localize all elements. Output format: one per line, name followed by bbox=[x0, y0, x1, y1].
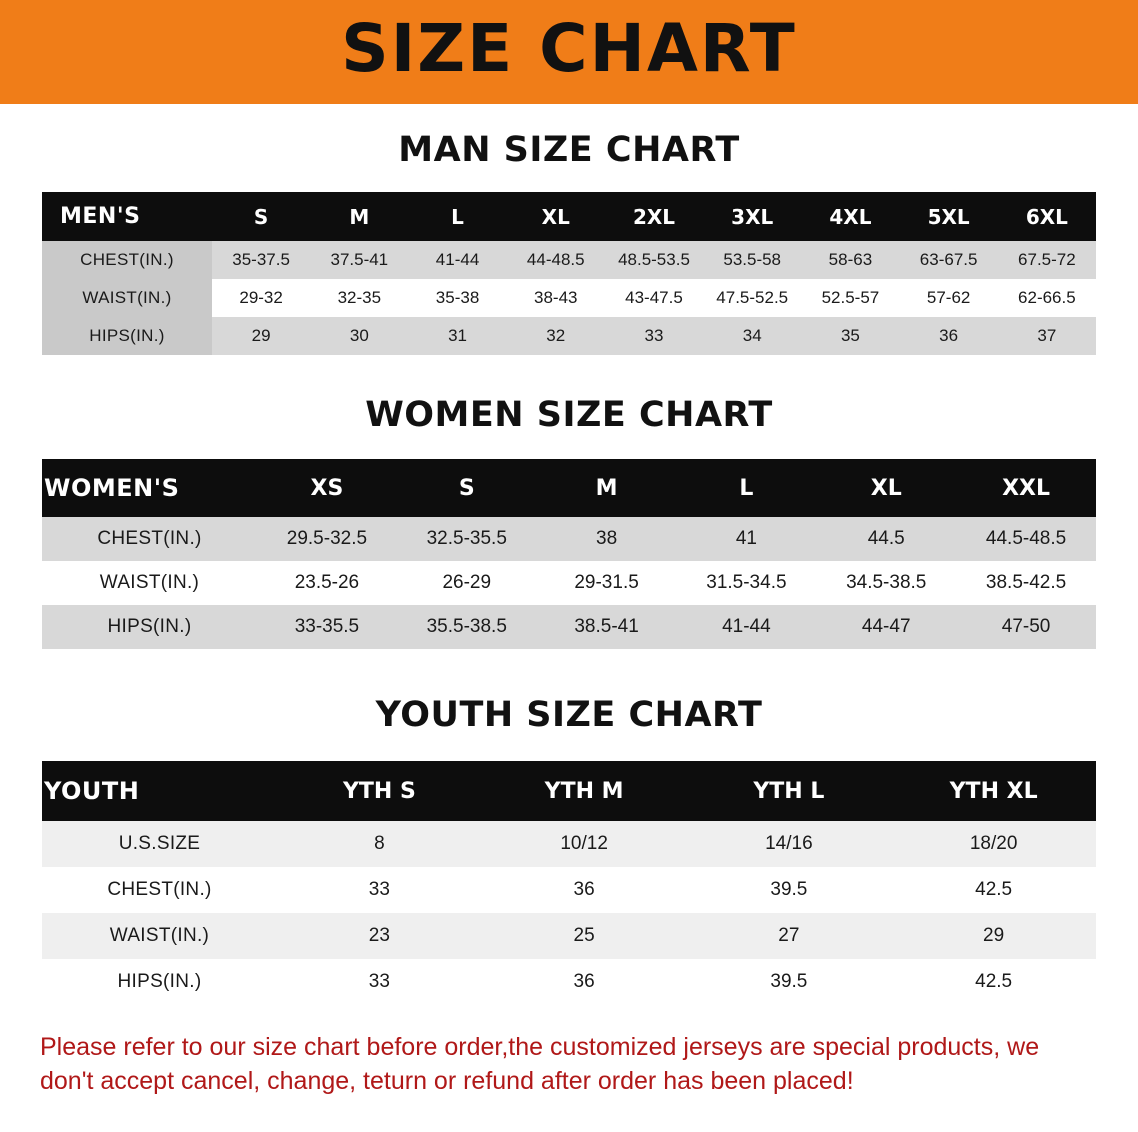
table-cell: 33 bbox=[277, 867, 482, 913]
table-cell: 30 bbox=[310, 317, 408, 355]
table-cell: 39.5 bbox=[687, 959, 892, 1005]
table-row bbox=[42, 317, 1096, 355]
table-cell: 18/20 bbox=[891, 821, 1096, 867]
table-cell: 44-48.5 bbox=[507, 241, 605, 279]
table-cell: 42.5 bbox=[891, 867, 1096, 913]
youth-size-table-wrapper bbox=[42, 761, 1096, 1005]
youth-table-head bbox=[42, 761, 1096, 821]
man-size-table-wrapper bbox=[42, 192, 1096, 355]
column-header: XL bbox=[816, 459, 956, 517]
page-title: SIZE CHART bbox=[341, 10, 797, 87]
column-header: S bbox=[212, 192, 310, 241]
table-cell: 33-35.5 bbox=[257, 605, 397, 649]
table-corner-label: WOMEN'S bbox=[42, 459, 257, 517]
column-header: XXL bbox=[956, 459, 1096, 517]
column-header: L bbox=[408, 192, 506, 241]
table-cell: 35.5-38.5 bbox=[397, 605, 537, 649]
table-cell: 14/16 bbox=[687, 821, 892, 867]
table-row bbox=[42, 867, 1096, 913]
table-cell: 8 bbox=[277, 821, 482, 867]
column-header: XS bbox=[257, 459, 397, 517]
table-cell: 36 bbox=[482, 959, 687, 1005]
women-size-table-wrapper bbox=[42, 459, 1096, 649]
women-section-title: WOMEN SIZE CHART bbox=[365, 395, 773, 435]
table-row bbox=[42, 279, 1096, 317]
row-header: WAIST(IN.) bbox=[42, 913, 277, 959]
table-cell: 38.5-42.5 bbox=[956, 561, 1096, 605]
youth-section-title: YOUTH SIZE CHART bbox=[375, 695, 763, 735]
table-row bbox=[42, 561, 1096, 605]
table-cell: 36 bbox=[900, 317, 998, 355]
table-cell: 41-44 bbox=[408, 241, 506, 279]
table-cell: 33 bbox=[277, 959, 482, 1005]
table-cell: 31.5-34.5 bbox=[676, 561, 816, 605]
table-row bbox=[42, 913, 1096, 959]
table-cell: 63-67.5 bbox=[900, 241, 998, 279]
header-banner bbox=[0, 0, 1138, 104]
table-cell: 10/12 bbox=[482, 821, 687, 867]
table-cell: 57-62 bbox=[900, 279, 998, 317]
table-cell: 29 bbox=[891, 913, 1096, 959]
table-cell: 27 bbox=[687, 913, 892, 959]
table-cell: 29-32 bbox=[212, 279, 310, 317]
table-cell: 36 bbox=[482, 867, 687, 913]
column-header: 6XL bbox=[998, 192, 1096, 241]
women-table-body bbox=[42, 517, 1096, 649]
table-cell: 38.5-41 bbox=[537, 605, 677, 649]
man-table-body bbox=[42, 241, 1096, 355]
man-section-title: MAN SIZE CHART bbox=[398, 130, 740, 170]
table-corner-label: YOUTH bbox=[42, 761, 277, 821]
man-table-head bbox=[42, 192, 1096, 241]
youth-size-table bbox=[42, 761, 1096, 1005]
women-size-table bbox=[42, 459, 1096, 649]
table-cell: 41 bbox=[676, 517, 816, 561]
column-header: 3XL bbox=[703, 192, 801, 241]
table-row bbox=[42, 605, 1096, 649]
table-cell: 23 bbox=[277, 913, 482, 959]
table-row bbox=[42, 517, 1096, 561]
table-cell: 35-37.5 bbox=[212, 241, 310, 279]
column-header: YTH M bbox=[482, 761, 687, 821]
table-cell: 38-43 bbox=[507, 279, 605, 317]
row-header: HIPS(IN.) bbox=[42, 959, 277, 1005]
table-cell: 42.5 bbox=[891, 959, 1096, 1005]
table-cell: 53.5-58 bbox=[703, 241, 801, 279]
table-cell: 34 bbox=[703, 317, 801, 355]
table-cell: 34.5-38.5 bbox=[816, 561, 956, 605]
row-header: WAIST(IN.) bbox=[42, 279, 212, 317]
order-policy-note: Please refer to our size chart before order,the customized jerseys are special products, we don't accept cancel, change, teturn or refund after order has been placed! bbox=[40, 1033, 1040, 1095]
table-row bbox=[42, 959, 1096, 1005]
column-header: YTH XL bbox=[891, 761, 1096, 821]
row-header: HIPS(IN.) bbox=[42, 317, 212, 355]
table-cell: 29-31.5 bbox=[537, 561, 677, 605]
table-cell: 29.5-32.5 bbox=[257, 517, 397, 561]
column-header: S bbox=[397, 459, 537, 517]
column-header: L bbox=[676, 459, 816, 517]
column-header: YTH L bbox=[687, 761, 892, 821]
row-header: CHEST(IN.) bbox=[42, 867, 277, 913]
table-cell: 43-47.5 bbox=[605, 279, 703, 317]
table-cell: 47.5-52.5 bbox=[703, 279, 801, 317]
row-header: HIPS(IN.) bbox=[42, 605, 257, 649]
table-cell: 29 bbox=[212, 317, 310, 355]
women-table-head bbox=[42, 459, 1096, 517]
table-cell: 39.5 bbox=[687, 867, 892, 913]
row-header: WAIST(IN.) bbox=[42, 561, 257, 605]
column-header: M bbox=[537, 459, 677, 517]
table-cell: 33 bbox=[605, 317, 703, 355]
table-cell: 23.5-26 bbox=[257, 561, 397, 605]
table-cell: 41-44 bbox=[676, 605, 816, 649]
table-cell: 44.5 bbox=[816, 517, 956, 561]
man-size-table bbox=[42, 192, 1096, 355]
table-cell: 44.5-48.5 bbox=[956, 517, 1096, 561]
table-cell: 38 bbox=[537, 517, 677, 561]
table-cell: 25 bbox=[482, 913, 687, 959]
table-cell: 32.5-35.5 bbox=[397, 517, 537, 561]
table-cell: 26-29 bbox=[397, 561, 537, 605]
table-cell: 37.5-41 bbox=[310, 241, 408, 279]
table-cell: 32 bbox=[507, 317, 605, 355]
table-cell: 67.5-72 bbox=[998, 241, 1096, 279]
row-header: CHEST(IN.) bbox=[42, 241, 212, 279]
column-header: YTH S bbox=[277, 761, 482, 821]
table-cell: 62-66.5 bbox=[998, 279, 1096, 317]
column-header: 2XL bbox=[605, 192, 703, 241]
table-cell: 31 bbox=[408, 317, 506, 355]
table-cell: 58-63 bbox=[801, 241, 899, 279]
row-header: CHEST(IN.) bbox=[42, 517, 257, 561]
table-corner-label: MEN'S bbox=[42, 192, 212, 241]
youth-table-body bbox=[42, 821, 1096, 1005]
table-row bbox=[42, 821, 1096, 867]
column-header: XL bbox=[507, 192, 605, 241]
row-header: U.S.SIZE bbox=[42, 821, 277, 867]
table-cell: 52.5-57 bbox=[801, 279, 899, 317]
column-header: 5XL bbox=[900, 192, 998, 241]
column-header: M bbox=[310, 192, 408, 241]
table-cell: 32-35 bbox=[310, 279, 408, 317]
column-header: 4XL bbox=[801, 192, 899, 241]
table-header-row bbox=[42, 192, 1096, 241]
table-header-row bbox=[42, 761, 1096, 821]
table-cell: 37 bbox=[998, 317, 1096, 355]
table-cell: 48.5-53.5 bbox=[605, 241, 703, 279]
table-header-row bbox=[42, 459, 1096, 517]
table-cell: 35-38 bbox=[408, 279, 506, 317]
table-cell: 44-47 bbox=[816, 605, 956, 649]
table-cell: 35 bbox=[801, 317, 899, 355]
table-cell: 47-50 bbox=[956, 605, 1096, 649]
table-row bbox=[42, 241, 1096, 279]
